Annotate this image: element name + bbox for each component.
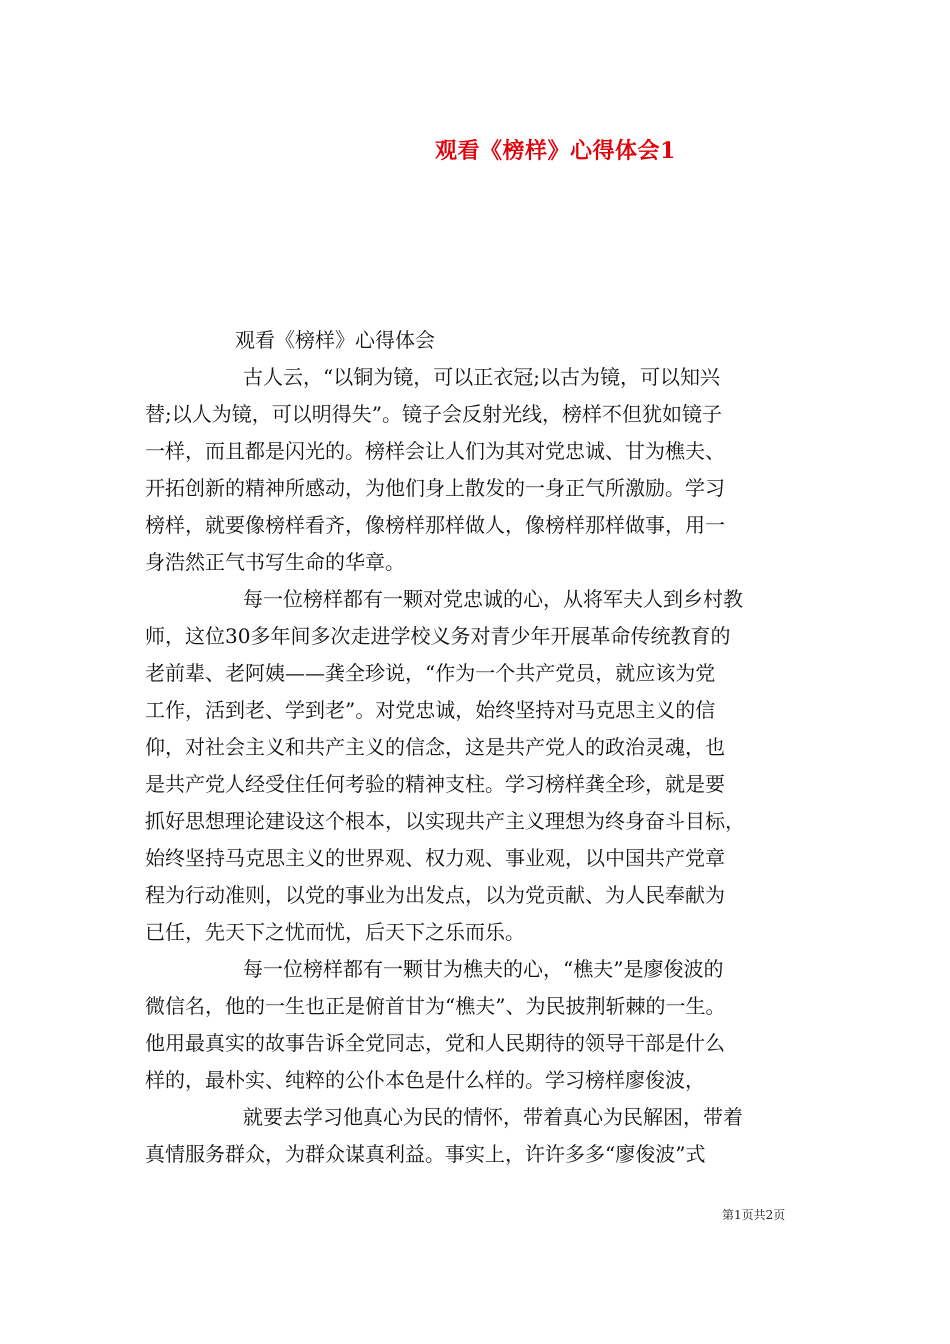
text-line: 已任，先天下之忧而忧，后天下之乐而乐。: [145, 920, 525, 944]
page-footer: 第1页共2页: [722, 1208, 786, 1222]
paragraph-1: [145, 359, 805, 581]
text-line: 他用最真实的故事告诉全党同志，党和人民期待的领导干部是什么: [145, 1031, 725, 1055]
text-line: 开拓创新的精神所感动，为他们身上散发的一身正气所激励。学习: [145, 476, 725, 500]
text-line: 榜样，就要像榜样看齐，像榜样那样做人，像榜样那样做事，用一: [145, 513, 725, 537]
text-line: 替;以人为镜，可以明得失”。镜子会反射光线，榜样不但犹如镜子: [145, 402, 722, 426]
text-line: 就要去学习他真心为民的情怀，带着真心为民解困，带着: [243, 1105, 743, 1129]
text-line: 师，这位30多年间多次走进学校义务对青少年开展革命传统教育的: [145, 624, 731, 648]
text-line: 程为行动准则，以党的事业为出发点，以为党贡献、为人民奉献为: [145, 883, 725, 907]
paragraph-3: [145, 951, 805, 1099]
text-line: 身浩然正气书写生命的华章。: [145, 550, 405, 574]
text-line: 样的，最朴实、纯粹的公仆本色是什么样的。学习榜样廖俊波，: [145, 1068, 705, 1092]
text-line: 一样，而且都是闪光的。榜样会让人们为其对党忠诚、甘为樵夫、: [145, 439, 725, 463]
text-line: 真情服务群众，为群众谋真利益。事实上，许许多多“廖俊波”式: [145, 1142, 706, 1166]
document-title: 观看《榜样》心得体会1: [435, 138, 676, 164]
text-line: 老前辈、老阿姨——龚全珍说，“作为一个共产党员，就应该为党: [145, 661, 716, 685]
text-line: 每一位榜样都有一颗对党忠诚的心，从将军夫人到乡村教: [243, 587, 743, 611]
paragraph-2: [145, 581, 805, 951]
text-line: 始终坚持马克思主义的世界观、权力观、事业观，以中国共产党章: [145, 846, 725, 870]
section-subheading: 观看《榜样》心得体会: [235, 328, 435, 352]
text-line: 是共产党人经受住任何考验的精神支柱。学习榜样龚全珍，就是要: [145, 772, 725, 796]
document-body: [145, 322, 805, 1173]
text-line: 古人云，“以铜为镜，可以正衣冠;以古为镜，可以知兴: [243, 365, 720, 389]
text-line: 仰，对社会主义和共产主义的信念，这是共产党人的政治灵魂，也: [145, 735, 725, 759]
text-line: 工作，活到老、学到老”。对党忠诚，始终坚持对马克思主义的信: [145, 698, 716, 722]
text-line: 微信名，他的一生也正是俯首甘为“樵夫”、为民披荆斩棘的一生。: [145, 994, 726, 1018]
paragraph-4: [145, 1099, 805, 1173]
text-line: 每一位榜样都有一颗甘为樵夫的心，“樵夫”是廖俊波的: [243, 957, 724, 981]
text-line: 抓好思想理论建设这个根本，以实现共产主义理想为终身奋斗目标，: [145, 809, 745, 833]
